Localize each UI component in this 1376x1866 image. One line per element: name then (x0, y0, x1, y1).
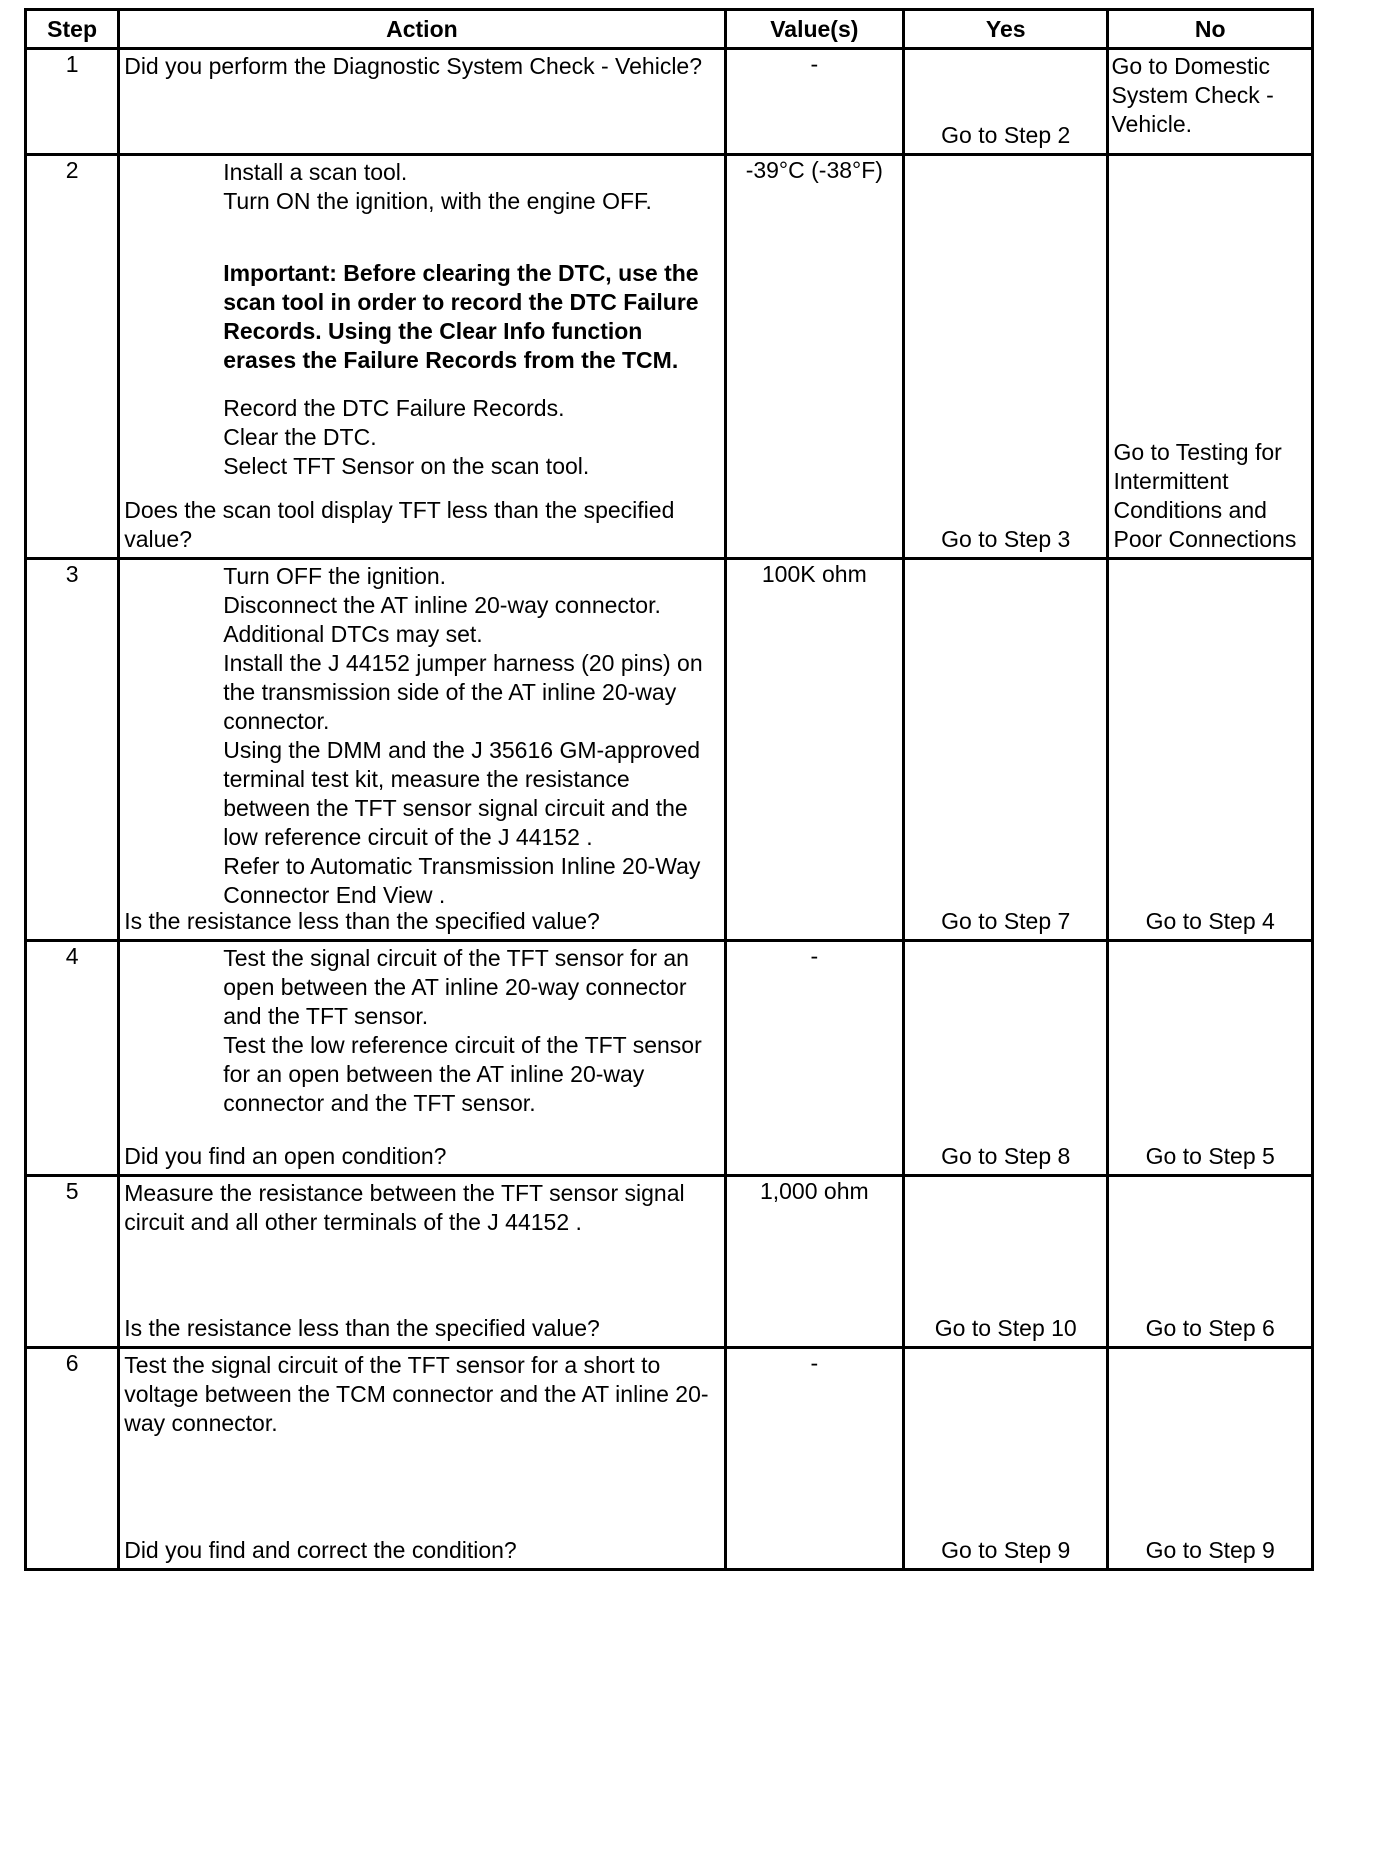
yes-cell (904, 1348, 1108, 1570)
action-line: Test the signal circuit of the TFT sensor for an open between the AT inline 20-way connector and the TFT sensor. (223, 945, 689, 1029)
value-cell: - (725, 49, 903, 155)
step-number: 5 (26, 1176, 119, 1348)
table-row (26, 941, 1313, 1176)
yes-cell (904, 49, 1108, 155)
step-number: 3 (26, 559, 119, 941)
value-cell: -39°C (-38°F) (725, 155, 903, 559)
action-line: Using the DMM and the J 35616 GM-approved terminal test kit, measure the resistance between the TFT sensor signal circuit and the low reference circuit of the J 44152 . (223, 737, 701, 850)
no-cell (1108, 1348, 1313, 1570)
value-cell: 1,000 ohm (725, 1176, 903, 1348)
yes-cell (904, 155, 1108, 559)
header-step: Step (26, 10, 119, 49)
step-number: 4 (26, 941, 119, 1176)
no-link[interactable]: Go to Testing for Intermittent Conditions and Poor Connections (1113, 439, 1297, 552)
step-number: 2 (26, 155, 119, 559)
no-link[interactable]: Go to Step 9 (1145, 1537, 1275, 1563)
no-link[interactable]: Go to Step 5 (1145, 1143, 1275, 1169)
action-cell (119, 155, 725, 559)
action-line: Select TFT Sensor on the scan tool. (223, 453, 590, 479)
action-cell (119, 1176, 725, 1348)
action-line: Test the low reference circuit of the TFT sensor for an open between the AT inline 20-way connector and the TFT sensor. (223, 1032, 702, 1116)
action-question: Did you find an open condition? (124, 1143, 447, 1169)
action-line: Install a scan tool. (223, 159, 408, 185)
no-cell (1108, 49, 1313, 155)
no-cell (1108, 941, 1313, 1176)
action-text: Measure the resistance between the TFT sensor signal circuit and all other terminals of the J 44152 . (124, 1180, 685, 1235)
header-yes: Yes (904, 10, 1108, 49)
action-text: Did you perform the Diagnostic System Check - Vehicle? (124, 53, 703, 79)
action-line: Disconnect the AT inline 20-way connector. Additional DTCs may set. (223, 592, 661, 647)
table-row (26, 49, 1313, 155)
action-cell (119, 941, 725, 1176)
action-line: Turn ON the ignition, with the engine OFF. (223, 188, 652, 214)
action-question: Is the resistance less than the specified value? (124, 1315, 600, 1341)
table-row (26, 155, 1313, 559)
no-link[interactable]: Go to Step 6 (1145, 1315, 1275, 1341)
action-line: Clear the DTC. (223, 424, 377, 450)
header-values: Value(s) (725, 10, 903, 49)
action-text: Test the signal circuit of the TFT sensor for a short to voltage between the TCM connector and the AT inline 20-way connector. (124, 1352, 709, 1436)
no-link[interactable]: Go to Domestic System Check - Vehicle. (1111, 53, 1274, 137)
yes-link[interactable]: Go to Step 8 (941, 1143, 1071, 1169)
no-cell (1108, 1176, 1313, 1348)
no-link[interactable]: Go to Step 4 (1145, 908, 1275, 934)
action-line: Turn OFF the ignition. (223, 563, 447, 589)
value-cell: 100K ohm (725, 559, 903, 941)
table-row (26, 1176, 1313, 1348)
value-cell: - (725, 941, 903, 1176)
header-no: No (1108, 10, 1313, 49)
yes-cell (904, 941, 1108, 1176)
value-cell: - (725, 1348, 903, 1570)
action-cell (119, 49, 725, 155)
yes-link[interactable]: Go to Step 3 (941, 526, 1071, 552)
yes-link[interactable]: Go to Step 10 (934, 1315, 1077, 1341)
header-row (26, 10, 1313, 49)
important-note: Important: Before clearing the DTC, use the scan tool in order to record the DTC Failure Records. Using the Clear Info function erases the Failure Records from the TCM. (223, 260, 699, 373)
yes-link[interactable]: Go to Step 7 (941, 908, 1071, 934)
action-question: Does the scan tool display TFT less than the specified value? (124, 497, 675, 552)
action-cell (119, 559, 725, 941)
yes-cell (904, 559, 1108, 941)
yes-link[interactable]: Go to Step 9 (941, 1537, 1071, 1563)
action-cell (119, 1348, 725, 1570)
table-row (26, 1348, 1313, 1570)
step-number: 6 (26, 1348, 119, 1570)
diagnostic-table (24, 8, 1314, 1571)
action-line: Refer to Automatic Transmission Inline 20-Way Connector End View . (223, 853, 701, 908)
yes-link[interactable]: Go to Step 2 (941, 122, 1071, 148)
table-row (26, 559, 1313, 941)
header-action: Action (119, 10, 725, 49)
action-line: Install the J 44152 jumper harness (20 pins) on the transmission side of the AT inline 20-way connector. (223, 650, 703, 734)
action-question: Is the resistance less than the specified value? (124, 908, 600, 934)
no-cell (1108, 559, 1313, 941)
no-cell (1108, 155, 1313, 559)
action-question: Did you find and correct the condition? (124, 1537, 517, 1563)
step-number: 1 (26, 49, 119, 155)
yes-cell (904, 1176, 1108, 1348)
action-line: Record the DTC Failure Records. (223, 395, 565, 421)
